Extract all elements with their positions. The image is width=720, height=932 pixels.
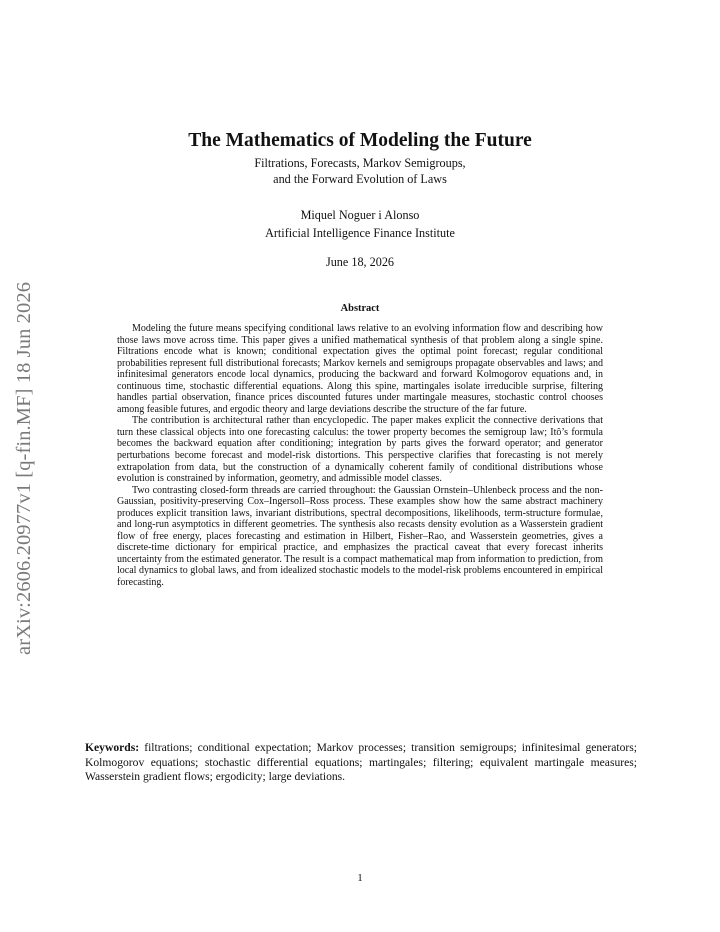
keywords-list: filtrations; conditional expectation; Markov processes; transition semigroups; infinitesimal generators; Kolmogorov equations; stochastic differential equations; martingales; filtering; equivalent martingale measures; Wasserstein gradient flows; ergodicity; large deviations.	[85, 741, 637, 784]
paper-subtitle	[0, 155, 720, 187]
keywords-section	[85, 741, 637, 785]
abstract-paragraph: Two contrasting closed-form threads are carried throughout: the Gaussian Ornstein–Uhlenbeck process and the non-Gaussian, positivity-preserving Cox–Ingersoll–Ross process. These examples show how the same abstract machinery produces explicit transition laws, invariant distributions, spectral decompositions, likelihoods, term-structure formulae, and long-run asymptotics in different geometries. The synthesis also recasts density evolution as a Wasserstein gradient flow of free energy, places forecasting and estimation in Hilbert, Fisher–Rao, and Wasserstein geometries, gives a discrete-time dictionary for empirical practice, and emphasizes the practical caveat that every forecast inherits uncertainty from the estimated generator. The result is a compact mathematical map from information to prediction, from local dynamics to global laws, and from idealized stochastic models to the model-risk problems encountered in empirical forecasting.	[117, 484, 603, 589]
keywords-label: Keywords:	[85, 741, 140, 754]
subtitle-line: Filtrations, Forecasts, Markov Semigroups,	[254, 156, 466, 170]
abstract-body	[117, 323, 603, 589]
author-affiliation: Artificial Intelligence Finance Institute	[265, 226, 455, 240]
paper-title: The Mathematics of Modeling the Future	[188, 130, 532, 151]
abstract-paragraph: Modeling the future means specifying conditional laws relative to an evolving information flow and describing how those laws move across time. This paper gives a unified mathematical synthesis of that problem along a single spine. Filtrations encode what is known; conditional expectation gives the optimal point forecast; regular conditional probabilities represent full distributional forecasts; Markov kernels and semigroups propagate observables and laws; and infinitesimal generators encode local dynamics, producing the backward and forward Kolmogorov equations and, in continuous time, stochastic differential equations. Along this spine, martingales isolate irreducible surprise, filtering handles partial observation, finance prices discounted futures under martingale measures, stochastic control chooses among feasible futures, and ergodic theory and large deviations describe the structure of the far future.	[117, 323, 603, 415]
abstract-paragraph: The contribution is architectural rather than encyclopedic. The paper makes explicit the connective derivations that turn these classical objects into one forecasting calculus: the tower property becomes the semigroup law; Itô’s formula becomes the backward equation after conditioning; integration by parts gives the forward operator; and generator perturbations become forecast and model-risk distortions. This perspective clarifies that forecasting is not merely extrapolation from data, but the construction of a dynamically coherent family of conditional distributions whose evolution is constrained by information, geometry, and admissible model classes.	[117, 415, 603, 485]
arxiv-identifier-stamp: arXiv:2606.20977v1 [q-fin.MF] 18 Jun 2026	[13, 281, 35, 655]
subtitle-line: and the Forward Evolution of Laws	[273, 172, 447, 186]
publication-date: June 18, 2026	[325, 255, 395, 269]
abstract-heading: Abstract	[340, 303, 380, 314]
page-number: 1	[357, 872, 363, 884]
author-name: Miquel Noguer i Alonso	[300, 208, 420, 222]
